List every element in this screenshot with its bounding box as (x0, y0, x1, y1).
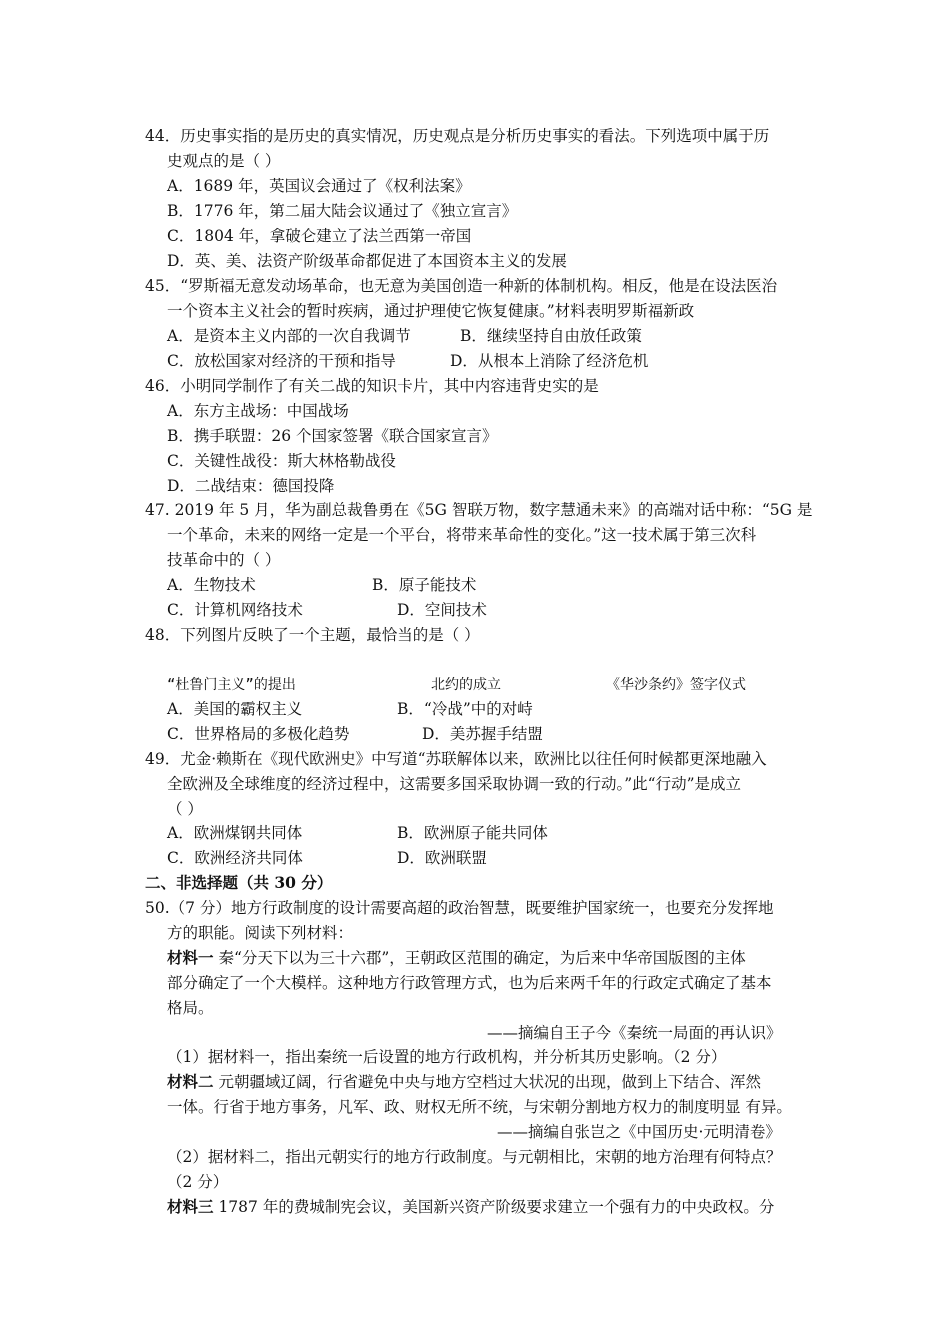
material3-text: 1787 年的费城制宪会议，美国新兴资产阶级要求建立一个强有力的中央政权。分 (213, 1198, 775, 1216)
q47-stem-line2: 一个革命，未来的网络一定是一个平台，将带来革命性的变化。”这一技术属于第三次科 (167, 526, 757, 544)
q49-stem-line1: 49．尤金·赖斯在《现代欧洲史》中写道“苏联解体以来，欧洲比以往任何时候都更深地融入 (145, 750, 767, 768)
material2-label: 材料二 (167, 1072, 214, 1091)
material1-label: 材料一 (167, 948, 214, 967)
q44-stem-line1: 44．历史事实指的是历史的真实情况，历史观点是分析历史事实的看法。下列选项中属于历 (145, 127, 770, 145)
q48-stem-line1: 48．下列图片反映了一个主题，最恰当的是（ ） (145, 626, 480, 644)
material2-line1 (167, 1071, 761, 1093)
q48-caption-1: “杜鲁门主义”的提出 (167, 677, 296, 693)
material2-line2: 一体。行省于地方事务，凡军、政、财权无所不统，与宋朝分割地方权力的制度明显 有异。 (167, 1098, 792, 1116)
subquestion-1: （1）据材料一，指出秦统一后设置的地方行政机构，并分析其历史影响。（2 分） (167, 1048, 727, 1066)
q50-stem-line1: 50.（7 分）地方行政制度的设计需要高超的政治智慧，既要维护国家统一，也要充分发挥地 (145, 899, 774, 917)
q50-stem-line2: 方的职能。阅读下列材料： (167, 924, 354, 942)
q46-stem-line1: 46．小明同学制作了有关二战的知识卡片，其中内容违背史实的是 (145, 377, 599, 395)
q45-stem-line1: 45．“罗斯福无意发动场革命，也无意为美国创造一种新的体制机构。相反，他是在设法医治 (145, 277, 778, 295)
q48-option-a: A．美国的霸权主义 (167, 700, 303, 718)
q48-option-c: C．世界格局的多极化趋势 (167, 725, 350, 743)
q45-option-b: B．继续坚持自由放任政策 (460, 327, 642, 345)
q47-option-c: C．计算机网络技术 (167, 601, 303, 619)
material2-text: 元朝疆域辽阔，行省避免中央与地方空档过大状况的出现，做到上下结合、浑然 (213, 1073, 761, 1091)
q44-option-c: C．1804 年，拿破仑建立了法兰西第一帝国 (167, 227, 472, 245)
material1-line1 (167, 947, 746, 969)
q44-option-d: D．英、美、法资产阶级革命都促进了本国资本主义的发展 (167, 252, 567, 270)
q47-option-d: D．空间技术 (397, 601, 487, 619)
q48-caption-2: 北约的成立 (431, 677, 501, 693)
q44-option-a: A．1689 年，英国议会通过了《权利法案》 (167, 177, 471, 195)
q45-option-c: C．放松国家对经济的干预和指导 (167, 352, 396, 370)
q49-stem-line2: 全欧洲及全球维度的经济过程中，这需要多国采取协调一致的行动。”此“行动”是成立 (167, 775, 742, 793)
subquestion-2-line1: （2）据材料二，指出元朝实行的地方行政制度。与元朝相比，宋朝的地方治理有何特点？ (167, 1148, 782, 1166)
material1-text: 秦“分天下以为三十六郡”，王朝政区范围的确定，为后来中华帝国版图的主体 (213, 949, 746, 967)
q46-option-b: B．携手联盟：26 个国家签署《联合国家宣言》 (167, 427, 498, 445)
material1-line3: 格局。 (167, 999, 214, 1017)
q45-stem-line2: 一个资本主义社会的暂时疾病，通过护理使它恢复健康。”材料表明罗斯福新政 (167, 302, 695, 320)
q47-option-a: A．生物技术 (167, 576, 256, 594)
q49-option-a: A．欧洲煤钢共同体 (167, 824, 303, 842)
q48-caption-3: 《华沙条约》签字仪式 (606, 677, 746, 693)
q49-option-b: B．欧洲原子能共同体 (397, 824, 548, 842)
q49-stem-line3: （ ） (167, 800, 203, 818)
material3-line1 (167, 1196, 774, 1218)
q49-option-c: C．欧洲经济共同体 (167, 849, 303, 867)
material3-label: 材料三 (167, 1197, 214, 1216)
q47-stem-line3: 技革命中的（ ） (167, 551, 281, 569)
material1-source: ——摘编自王子今《秦统一局面的再认识》 (487, 1024, 782, 1042)
q49-option-d: D．欧洲联盟 (397, 849, 487, 867)
q47-stem-line1: 47. 2019 年 5 月，华为副总裁鲁勇在《5G 智联万物，数字慧通未来》的高端对话中称：“5G 是 (145, 501, 813, 519)
q45-option-d: D．从根本上消除了经济危机 (450, 352, 649, 370)
material2-source: ——摘编自张岂之《中国历史·元明清卷》 (497, 1123, 781, 1141)
q44-option-b: B．1776 年，第二届大陆会议通过了《独立宣言》 (167, 202, 518, 220)
q44-stem-line2: 史观点的是（ ） (167, 152, 281, 170)
q46-option-a: A．东方主战场：中国战场 (167, 402, 349, 420)
section-heading: 二、非选择题（共 30 分） (145, 873, 333, 892)
q47-option-b: B．原子能技术 (372, 576, 477, 594)
q45-option-a: A．是资本主义内部的一次自我调节 (167, 327, 411, 345)
q46-option-d: D．二战结束：德国投降 (167, 477, 335, 495)
subquestion-2-line2: （2 分） (167, 1173, 229, 1191)
material1-line2: 部分确定了一个大模样。这种地方行政管理方式，也为后来两千年的行政定式确定了基本 (167, 974, 772, 992)
q46-option-c: C．关键性战役：斯大林格勒战役 (167, 452, 396, 470)
q48-option-d: D．美苏握手结盟 (422, 725, 543, 743)
q48-option-b: B．“冷战”中的对峙 (397, 700, 533, 718)
